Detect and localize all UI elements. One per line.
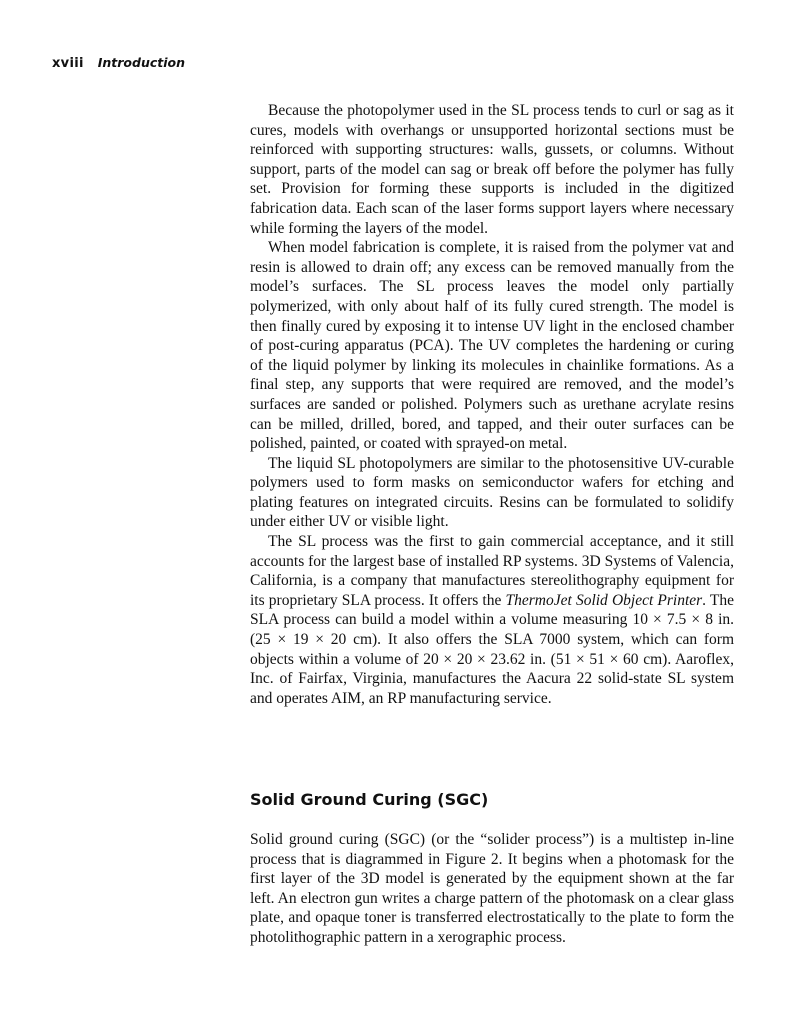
paragraph-post-curing: When model fabrication is complete, it is raised from the polymer vat and resin is allowed to drain off; any excess can be removed manually from the model’s surfaces. The SL process leaves the model only partially polymerized, with only about half of its fully cured strength. The model is then finally cured by exposing it to intense UV light in the enclosed chamber of post-curing apparatus (PCA). The UV completes the hardening or curing of the liquid polymer by linking its molecules in chainlike formations. As a final step, any supports that were required are removed, and the model’s surfaces are sanded or polished. Polymers such as urethane acrylate resins can be milled, drilled, bored, and tapped, and their outer surfaces can be polished, painted, or coated with sprayed-on metal. — [250, 239, 734, 453]
paragraph-text-before: The SL process was the first to gain commercial acceptance, and it still accounts for the largest base of installed RP systems. 3D Systems of Valencia, California, is a company that manufactures stereolithography equipment for its proprietary SLA process. It offers the — [250, 533, 734, 609]
page-number: xviii — [52, 56, 84, 71]
running-head — [52, 55, 185, 75]
paragraph-text-after: . The SLA process can build a model within a volume measuring 10 × 7.5 × 8 in. (25 × 19 × 20 cm). It also offers the SLA 7000 system, which can form objects within a volume of 20 × 20 × 23.62 in. (51 × 51 × 60 cm). Aaroflex, Inc. of Fairfax, Virginia, manufactures the Aacura 22 solid-state SL system and operates AIM, an RP manufacturing service. — [250, 591, 734, 707]
body-text — [250, 101, 734, 708]
section-heading-sgc: Solid Ground Curing (SGC) — [250, 790, 489, 809]
product-name: ThermoJet Solid Object Printer — [505, 591, 703, 609]
running-head-title: Introduction — [97, 55, 186, 70]
paragraph-sgc-intro: Solid ground curing (SGC) (or the “solider process”) is a multistep in-line process that is diagrammed in Figure 2. It begins when a photomask for the first layer of the 3D model is generated by the equipment shown at the far left. An electron gun writes a charge pattern of the photomask on a clear glass plate, and opaque toner is transferred electrostatically to the plate to form the photolithographic pattern in a xerographic process. — [250, 831, 734, 946]
section-body-sgc — [250, 830, 734, 948]
paragraph-photopolymers: The liquid SL photopolymers are similar to the photosensitive UV-curable polymers used to form masks on semiconductor wafers for etching and plating features on integrated circuits. Resins can be formulated to solidify under either UV or visible light. — [250, 454, 734, 531]
paragraph-support-structures: Because the photopolymer used in the SL process tends to curl or sag as it cures, models with overhangs or unsupported horizontal sections must be reinforced with supporting structures: walls, gussets, or columns. Without support, parts of the model can sag or break off before the polymer has fully set. Provision for forming these supports is included in the digitized fabrication data. Each scan of the laser forms support layers where necessary while forming the layers of the model. — [250, 102, 734, 237]
paragraph-commercial-systems — [250, 532, 734, 708]
